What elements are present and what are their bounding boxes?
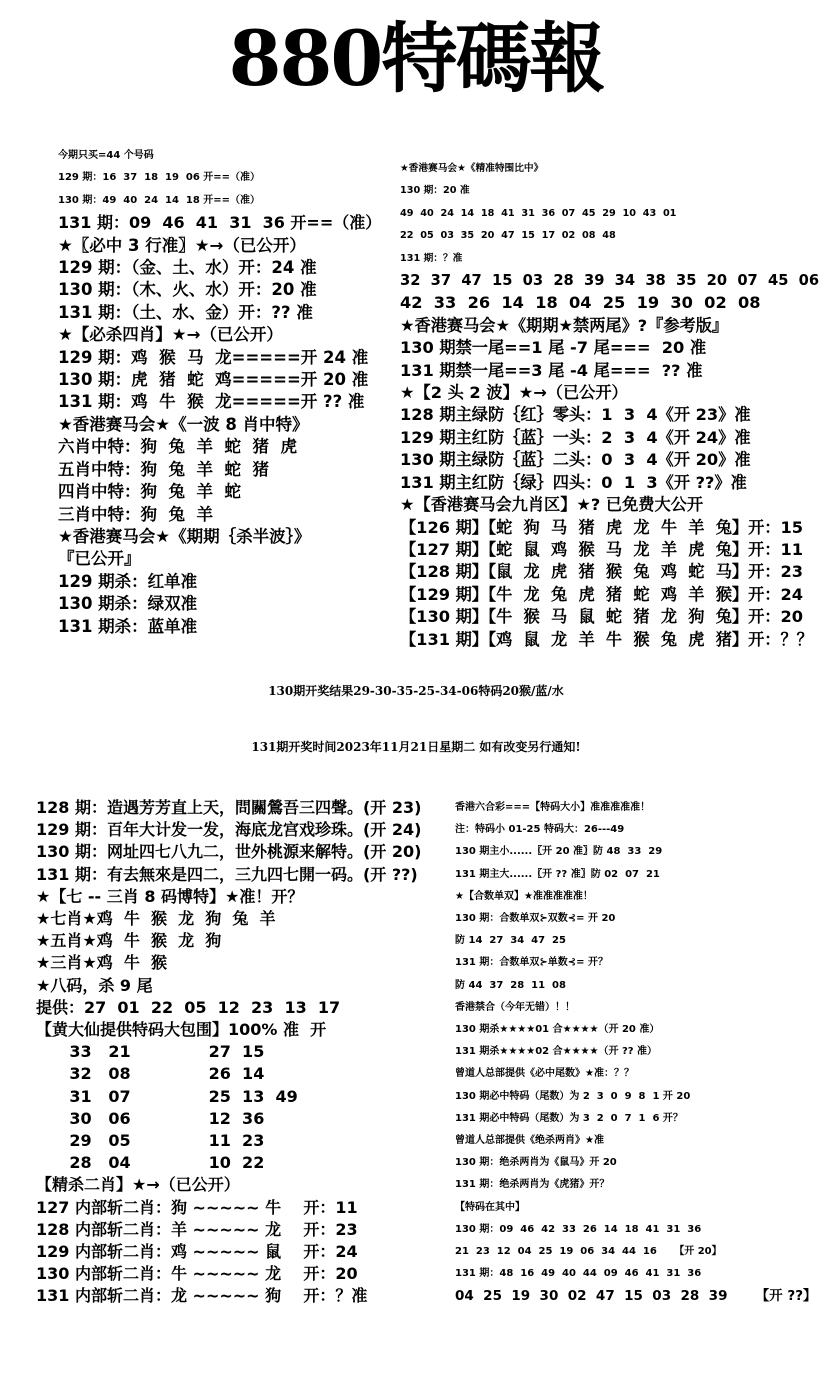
top-left-line: ★【必杀四肖】★→（已公开） [58,325,283,345]
top-left-line: 129 期：16 37 18 19 06 开==（准） [58,172,261,184]
bottom-right-line: 131 期：48 16 49 40 44 09 46 41 31 36 [455,1268,702,1280]
top-right-column [400,158,819,651]
bottom-left-line: 30 06 12 36 [36,1108,265,1128]
top-left-line: 129 期：（金、土、水）开：24 准 [58,258,317,278]
bottom-right-line: 131 期必中特码（尾数）为 3 2 0 7 1 6 开？ [455,1112,683,1124]
bottom-right-line: 131 期杀★★★★02 合★★★★（开 ?? 准） [455,1046,658,1058]
top-right-line: 32 37 47 15 03 28 39 34 38 35 20 07 45 06 [400,272,820,290]
page-title: 880特碼報 [228,14,604,103]
bottom-left-line: 129 期：百年大计发一发，海底龙宫戏珍珠。(开 24) [36,820,422,840]
bottom-right-line: 130 期：09 46 42 33 26 14 18 41 31 36 [455,1223,702,1235]
bottom-left-line: 28 04 10 22 [36,1153,265,1173]
bottom-left-line: 131 内部斩二肖：龙 ~~~~~ 狗 开：？准 [36,1286,368,1306]
bottom-right-line: 【特码在其中】 [455,1201,525,1213]
bottom-left-line: 29 05 11 23 [36,1131,265,1151]
top-left-line: 五肖中特：狗 兔 羊 蛇 猪 [58,459,269,479]
top-right-line: 128 期主绿防｛红｝零头：1 3 4《开 23》准 [400,405,751,425]
bottom-left-line: 131 期：有去無來是四二，三九四七開一码。(开 ??) [36,864,418,884]
bottom-right-line: 130 期杀★★★★01 合★★★★（开 20 准） [455,1024,660,1036]
bottom-left-line: ★三肖★鸡 牛 猴 [36,953,167,973]
bottom-left-line: 127 内部斩二肖：狗 ~~~~~ 牛 开：11 [36,1197,358,1217]
top-left-line: 129 期杀：红单准 [58,571,198,591]
bottom-left-column [36,797,421,1308]
top-left-line: ★〖必中 3 行准〗★→（已公开） [58,235,306,255]
bottom-right-line: 130 期：合数单双⊱双数⊰= 开 20 [455,913,616,925]
top-left-line: ★香港赛马会★《一波 8 肖中特》 [58,414,309,434]
top-right-line: 130 期：20 准 [400,185,470,197]
bottom-left-line: 130 内部斩二肖：牛 ~~~~~ 龙 开：20 [36,1264,358,1284]
bottom-left-line: ★【七 -- 三肖 8 码博特】★准！开？ [36,886,304,906]
bottom-right-line: 130 期主小......〖开 20 准〗防 48 33 29 [455,846,663,858]
top-right-line: 130 期主绿防｛蓝｝二头：0 3 4《开 20》准 [400,450,751,470]
top-left-line: 四肖中特：狗 兔 羊 蛇 [58,482,241,502]
top-right-line: 【129 期】【牛 龙 兔 虎 猪 蛇 鸡 羊 猴】开：24 [400,584,804,604]
bottom-left-line: 128 内部斩二肖：羊 ~~~~~ 龙 开：23 [36,1219,358,1239]
top-left-column [58,145,381,638]
top-right-line: 49 40 24 14 18 41 31 36 07 45 29 10 43 01 [400,207,677,219]
top-right-line: 【128 期】【鼠 龙 虎 猪 猴 兔 鸡 蛇 马】开：23 [400,562,804,582]
bottom-left-line: 【黄大仙提供特码大包围】100% 准 开 [36,1020,327,1040]
bottom-right-line: 130 期必中特码（尾数）为 2 3 0 9 8 1 开 20 [455,1090,691,1102]
bottom-right-line: 131 期：合数单双⊱单数⊰= 开？ [455,957,608,969]
top-left-line: 130 期：虎 猪 蛇 鸡=====开 20 准 [58,370,369,390]
top-left-line: 130 期：49 40 24 14 18 开==（准） [58,194,261,206]
bottom-right-line: 21 23 12 04 25 19 06 34 44 16 【开 20】 [455,1246,722,1258]
top-left-line: 131 期：09 46 41 31 36 开==（准） [58,213,382,233]
top-right-line: 129 期主红防｛蓝｝一头：2 3 4《开 24》准 [400,427,751,447]
top-right-line: 131 期：？准 [400,252,463,264]
top-right-line: 131 期主红防｛绿｝四头：0 1 3《开 ??》准 [400,472,747,492]
bottom-left-line: 130 期：网址四七八九二，世外桃源来解特。(开 20) [36,842,422,862]
top-left-line: 『已公开』 [58,549,141,569]
top-right-line: ★【香港赛马会九肖区】★? 已免费大公开 [400,495,704,515]
top-right-line: 【131 期】【鸡 鼠 龙 羊 牛 猴 兔 虎 猪】开：？？ [400,629,813,649]
bottom-right-line: 防 44 37 28 11 08 [455,979,566,991]
bottom-left-line: ★五肖★鸡 牛 猴 龙 狗 [36,931,222,951]
top-right-line: ★香港赛马会★《精准特围比中》 [400,163,544,174]
bottom-right-line: 131 期主大......〖开 ?? 准〗防 02 07 21 [455,868,660,880]
bottom-right-line: 曾道人总部提供《必中尾数》★准：？？ [455,1068,634,1080]
bottom-right-line: 04 25 19 30 02 47 15 03 28 39 【开 ??】 [455,1288,817,1305]
top-right-line: ★香港赛马会★《期期★禁两尾》?『参考版』 [400,315,729,335]
top-left-line: 今期只买=44 个号码 [58,150,154,161]
top-left-line: 130 期杀：绿双准 [58,594,198,614]
top-left-line: 131 期：鸡 牛 猴 龙=====开 ?? 准 [58,392,365,412]
bottom-right-line: 香港六合彩===【特码大小】准准准准准！ [455,802,651,813]
top-right-line: 【130 期】【牛 猴 马 鼠 蛇 猪 龙 狗 兔】开：20 [400,607,804,627]
bottom-right-line: 注：特码小 01-25 特码大：26---49 [455,824,625,836]
top-left-line: 131 期杀：蓝单准 [58,616,198,636]
bottom-right-line: 香港禁合（今年无错）！！ [455,1001,575,1013]
bottom-right-line: 131 期：绝杀两肖为《虎猪》开？ [455,1179,610,1191]
top-right-line: 【127 期】【蛇 鼠 鸡 猴 马 龙 羊 虎 兔】开：11 [400,539,804,559]
top-left-line: 129 期：鸡 猴 马 龙=====开 24 准 [58,347,369,367]
top-left-line: 131 期：（土、水、金）开：?? 准 [58,302,313,322]
bottom-right-column [455,797,817,1308]
top-right-line: 22 05 03 35 20 47 15 17 02 08 48 [400,230,616,242]
top-right-line: ★【2 头 2 波】★→（已公开） [400,383,628,403]
bottom-left-line: ★七肖★鸡 牛 猴 龙 狗 兔 羊 [36,909,276,929]
draw-result-banner: 130期开奖结果29-30-35-25-34-06特码20猴/蓝/水 [268,684,564,698]
bottom-left-line: 32 08 26 14 [36,1064,265,1084]
bottom-left-line: ★八码，杀 9 尾 [36,975,153,995]
top-left-line: 六肖中特：狗 兔 羊 蛇 猪 虎 [58,437,297,457]
top-right-line: 42 33 26 14 18 04 25 19 30 02 08 [400,293,761,313]
top-right-line: 130 期禁一尾==1 尾 -7 尾=== 20 准 [400,338,707,358]
bottom-left-line: 【精杀二肖】★→（已公开） [36,1175,240,1195]
bottom-right-line: 防 14 27 34 47 25 [455,935,566,947]
bottom-right-line: 曾道人总部提供《绝杀两肖》★准 [455,1135,604,1147]
bottom-right-line: 130 期：绝杀两肖为《鼠马》开 20 [455,1157,617,1169]
top-right-line: 131 期禁一尾==3 尾 -4 尾=== ?? 准 [400,360,703,380]
bottom-left-line: 31 07 25 13 49 [36,1086,298,1106]
top-right-line: 【126 期】【蛇 狗 马 猪 虎 龙 牛 羊 兔】开：15 [400,517,804,537]
next-draw-banner: 131期开奖时间2023年11月21日星期二 如有改变另行通知! [251,740,581,754]
top-left-line: ★香港赛马会★《期期｛杀半波｝》 [58,526,311,546]
bottom-right-line: ★【合数单双】★准准准准准！ [455,890,593,902]
bottom-left-line: 128 期：造遇芳芳直上天，問關鶯吾三四聲。(开 23) [36,798,422,817]
bottom-left-line: 提供：27 01 22 05 12 23 13 17 [36,997,341,1017]
bottom-left-line: 129 内部斩二肖：鸡 ~~~~~ 鼠 开：24 [36,1242,358,1262]
top-left-line: 130 期：（木、火、水）开：20 准 [58,280,317,300]
bottom-left-line: 33 21 27 15 [36,1042,265,1062]
top-left-line: 三肖中特：狗 兔 羊 [58,504,213,524]
